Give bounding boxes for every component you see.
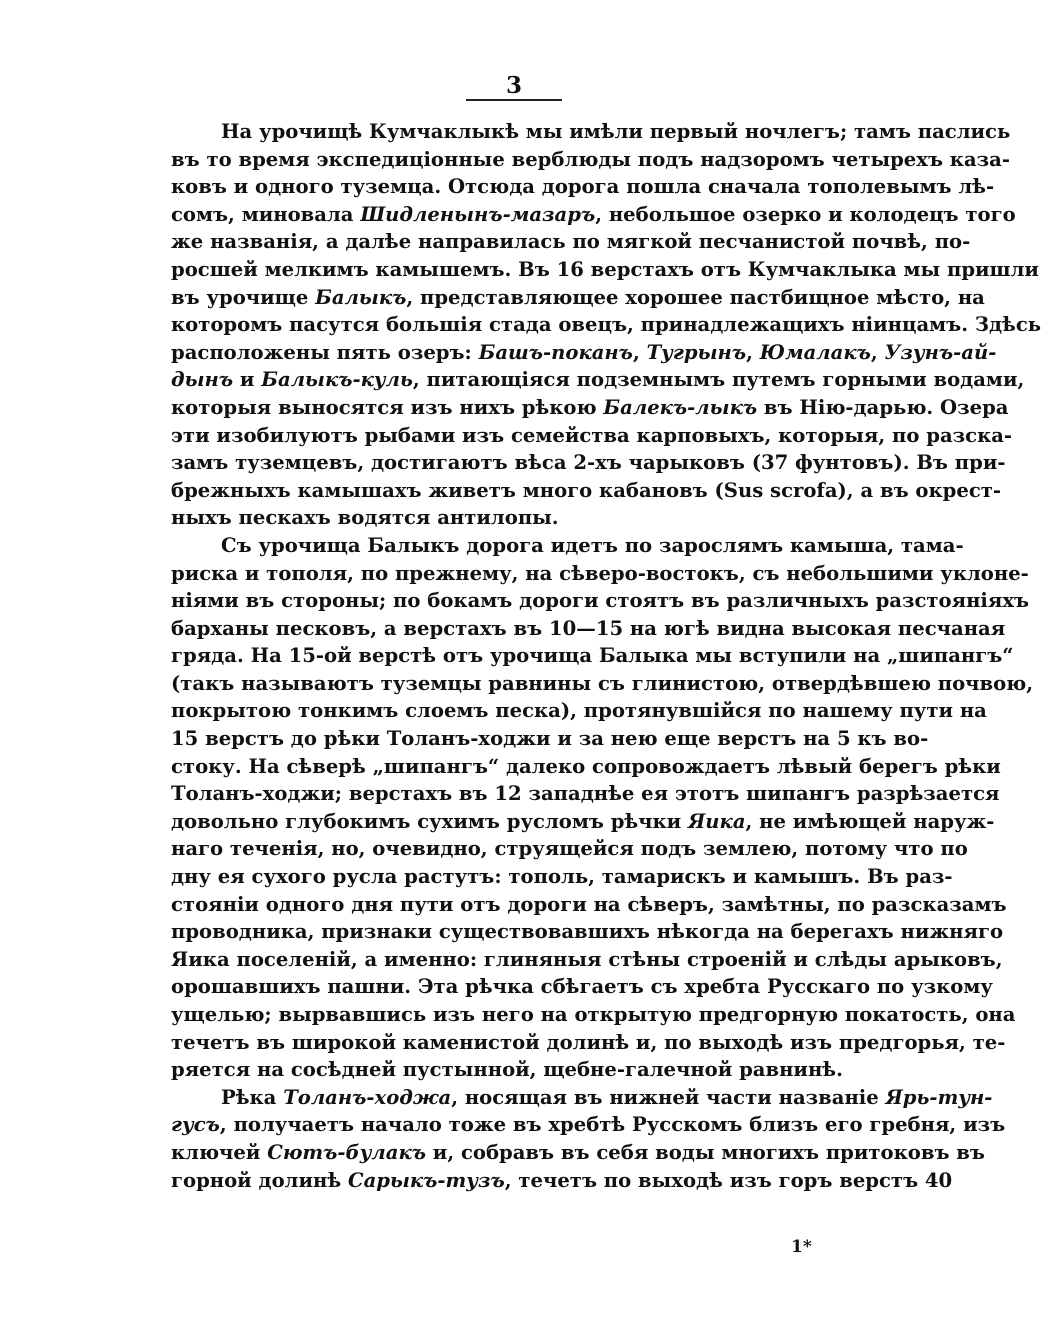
italic-place-name: Сарыкъ-тузъ — [347, 1168, 505, 1192]
text-line — [171, 835, 968, 863]
text-line — [171, 422, 1013, 450]
text-segment: наго теченія, но, очевидно, струящейся подъ землею, потому что по — [171, 837, 968, 861]
text-segment: , питающіяся подземнымъ путемъ горными водами, — [412, 368, 1025, 392]
italic-place-name: дынъ — [171, 368, 234, 392]
italic-place-name: Шидленынъ-мазаръ — [360, 202, 596, 226]
text-segment: ныхъ пескахъ водятся антилопы. — [171, 506, 559, 530]
text-line — [171, 532, 964, 560]
text-line — [171, 1056, 856, 1084]
text-segment: течетъ въ широкой каменистой долинѣ и, по выходѣ изъ предгорья, те- — [171, 1030, 1006, 1054]
text-line — [171, 1139, 985, 1167]
text-segment: Рѣка — [221, 1085, 284, 1109]
text-segment: и, собравъ въ себя воды многихъ притоковъ въ — [425, 1140, 985, 1164]
text-line — [171, 477, 1002, 505]
text-line — [171, 339, 997, 367]
text-segment: Яика поселеній, а именно: глиняныя стѣны строеній и слѣды арыковъ, — [171, 947, 1003, 971]
text-segment: ключей — [171, 1140, 268, 1164]
text-line — [171, 1029, 1006, 1057]
text-line — [171, 146, 1010, 174]
text-line — [171, 560, 1029, 588]
italic-place-name: Сютъ-булакъ — [267, 1140, 426, 1164]
printer-signature-mark: 1* — [791, 1237, 812, 1257]
text-segment: росшей мелкимъ камышемъ. Въ 16 верстахъ отъ Кумчаклыка мы пришли — [171, 257, 1039, 281]
text-line — [171, 973, 993, 1001]
text-segment: орошавшихъ пашни. Эта рѣчка сбѣгаетъ съ хребта Русскаго по узкому — [171, 975, 993, 999]
text-segment: Толанъ-ходжи; верстахъ въ 12 западнѣе ея этотъ шипангъ разрѣзается — [171, 782, 1000, 806]
italic-place-name: Толанъ-ходжа — [283, 1085, 452, 1109]
text-segment: , — [870, 340, 885, 364]
text-line — [171, 311, 1041, 339]
text-segment: , не имѣющей наруж- — [745, 809, 995, 833]
text-segment: дну ея сухого русла растутъ: тополь, тамарискъ и камышъ. Въ раз- — [171, 865, 953, 889]
text-line — [171, 366, 1025, 394]
text-line — [171, 1001, 1016, 1029]
text-line — [171, 1167, 953, 1195]
italic-place-name: гусъ — [171, 1113, 220, 1137]
page-number-rule — [466, 99, 562, 101]
text-segment: которомъ пасутся большія стада овецъ, принадлежащихъ ніинцамъ. Здѣсь — [171, 313, 1041, 337]
text-segment: ряется на сосѣдней пустынной, щебне-галечной равнинѣ. — [171, 1058, 843, 1082]
text-line — [171, 891, 1007, 919]
text-segment: 15 верстъ до рѣки Толанъ-ходжи и за нею еще верстъ на 5 къ во- — [171, 727, 929, 751]
text-segment: сомъ, миновала — [171, 202, 361, 226]
text-segment: (такъ называютъ туземцы равнины съ глинистою, отвердѣвшею почвою, — [171, 671, 1034, 695]
text-segment: стояніи одного дня пути отъ дороги на сѣверъ, замѣтны, по разсказамъ — [171, 892, 1007, 916]
text-segment: покрытою тонкимъ слоемъ песка), протянувшійся по нашему пути на — [171, 699, 987, 723]
italic-place-name: Балыкъ-куль — [261, 368, 413, 392]
text-line — [171, 504, 856, 532]
text-line — [171, 753, 1001, 781]
text-line — [171, 808, 995, 836]
text-line — [171, 587, 1030, 615]
text-segment: горной долинѣ — [171, 1168, 348, 1192]
text-segment: въ Нію-дарью. Озера — [757, 395, 1009, 419]
text-line — [171, 725, 929, 753]
italic-place-name: Узунъ-ай- — [884, 340, 997, 364]
text-segment: въ то время экспедиціонные верблюды подъ надзоромъ четырехъ каза- — [171, 147, 1010, 171]
text-line — [171, 449, 1006, 477]
text-segment: , носящая въ нижней части названіе — [451, 1085, 886, 1109]
text-line — [171, 918, 1004, 946]
text-line — [171, 863, 953, 891]
italic-place-name: Ярь-тун- — [885, 1085, 993, 1109]
text-segment: ніями въ стороны; по бокамъ дороги стоятъ въ различныхъ разстояніяхъ — [171, 589, 1030, 613]
text-segment: довольно глубокимъ сухимъ русломъ рѣчки — [171, 809, 689, 833]
italic-place-name: Башъ-поканъ — [478, 340, 633, 364]
text-line — [171, 228, 971, 256]
text-line — [171, 256, 1039, 284]
text-line — [171, 642, 1014, 670]
text-line — [171, 284, 985, 312]
text-segment: эти изобилуютъ рыбами изъ семейства карповыхъ, которыя, по разска- — [171, 423, 1013, 447]
text-segment: , получаетъ начало тоже въ хребтѣ Русскомъ близъ его гребня, изъ — [219, 1113, 1006, 1137]
text-segment: , небольшое озерко и колодецъ того — [595, 202, 1016, 226]
text-line — [171, 118, 1011, 146]
text-segment: гряда. На 15-ой верстѣ отъ урочища Балыка мы вступили на „шипангъ“ — [171, 644, 1014, 668]
italic-place-name: Балыкъ — [315, 285, 407, 309]
text-segment: брежныхъ камышахъ живетъ много кабановъ (Sus scrofa), а въ окрест- — [171, 478, 1002, 502]
text-segment: же названія, а далѣе направилась по мягкой песчанистой почвѣ, по- — [171, 230, 971, 254]
text-segment: , представляющее хорошее пастбищное мѣсто, на — [406, 285, 985, 309]
text-segment: расположены пять озеръ: — [171, 340, 479, 364]
text-segment: На урочищѣ Кумчаклыкѣ мы имѣли первый ночлегъ; тамъ паслись — [221, 120, 1011, 143]
text-segment: ущелью; вырвавшись изъ него на открытую предгорную покатость, она — [171, 1003, 1016, 1026]
italic-place-name: Яика — [688, 809, 746, 833]
text-segment: которыя выносятся изъ нихъ рѣкою — [171, 395, 604, 419]
page-number: 3 — [505, 72, 522, 99]
text-segment: Съ урочища Балыкъ дорога идетъ по зарослямъ камыша, тама- — [221, 533, 964, 557]
italic-place-name: Юмалакъ — [759, 340, 871, 364]
text-line — [171, 1111, 1006, 1139]
text-segment: , течетъ по выходѣ изъ горъ верстъ 40 — [504, 1168, 953, 1192]
text-line — [171, 780, 1000, 808]
text-line — [171, 201, 1016, 229]
text-segment: ковъ и одного туземца. Отсюда дорога пошла сначала тополевымъ лѣ- — [171, 175, 995, 199]
text-segment: , — [632, 340, 647, 364]
text-segment: и — [233, 368, 262, 392]
text-line — [171, 1084, 993, 1112]
text-segment: риска и тополя, по прежнему, на сѣверо-востокъ, съ небольшими уклоне- — [171, 561, 1029, 585]
text-line — [171, 946, 1003, 974]
italic-place-name: Балекъ-лыкъ — [603, 395, 758, 419]
italic-place-name: Тугрынъ — [646, 340, 747, 364]
text-segment: проводника, признаки существовавшихъ нѣкогда на берегахъ нижняго — [171, 920, 1004, 944]
body-text — [171, 118, 1041, 1194]
text-segment: , — [746, 340, 760, 364]
text-line — [171, 697, 987, 725]
text-segment: стоку. На сѣверѣ „шипангъ“ далеко сопровождаетъ лѣвый берегъ рѣки — [171, 754, 1001, 778]
text-line — [171, 173, 995, 201]
text-line — [171, 394, 1009, 422]
text-line — [171, 670, 1034, 698]
text-segment: въ урочище — [171, 285, 316, 309]
text-line — [171, 615, 1006, 643]
text-segment: барханы песковъ, а верстахъ въ 10—15 на югѣ видна высокая песчаная — [171, 616, 1006, 640]
text-segment: замъ туземцевъ, достигаютъ вѣса 2-хъ чарыковъ (37 фунтовъ). Въ при- — [171, 451, 1006, 475]
